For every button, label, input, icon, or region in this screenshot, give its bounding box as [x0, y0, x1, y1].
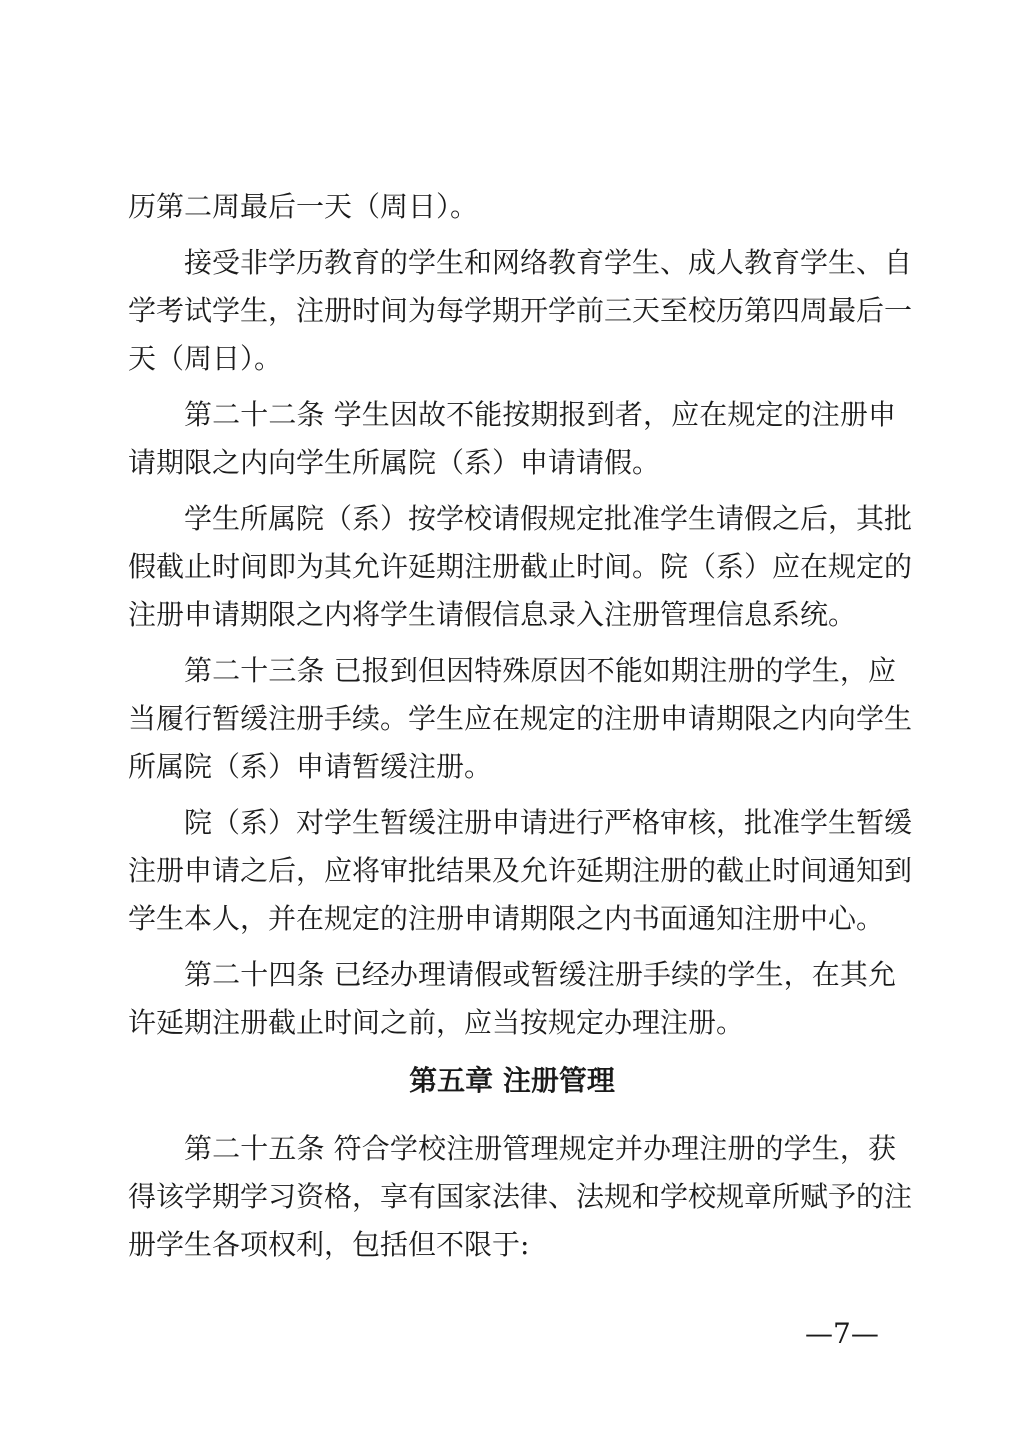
- paragraph-deferral-review: [128, 799, 913, 943]
- text-line: 得该学期学习资格，享有国家法律、法规和学校规章所赋予的注: [128, 1180, 913, 1213]
- text-line: 许延期注册截止时间之前，应当按规定办理注册。: [128, 1006, 745, 1039]
- paragraph-continuation: [128, 183, 896, 231]
- document-body: [128, 183, 913, 1277]
- chapter-heading: 第五章 注册管理: [409, 1064, 615, 1097]
- page-number: —7—: [805, 1317, 879, 1350]
- text-line: 所属院（系）申请暂缓注册。: [128, 750, 493, 783]
- paragraph-leave-approval: [128, 495, 913, 639]
- text-line: 历第二周最后一天（周日）。: [128, 190, 479, 223]
- text-line: 接受非学历教育的学生和网络教育学生、成人教育学生、自: [184, 246, 913, 279]
- text-line: 册学生各项权利，包括但不限于:: [128, 1228, 530, 1261]
- paragraph-article-25: [128, 1125, 913, 1269]
- text-line: 院（系）对学生暂缓注册申请进行严格审核，批准学生暂缓: [184, 806, 913, 839]
- text-line: 注册申请之后，应将审批结果及允许延期注册的截止时间通知到: [128, 854, 913, 887]
- paragraph-article-24: [128, 951, 896, 1047]
- text-line: 请期限之内向学生所属院（系）申请请假。: [128, 446, 661, 479]
- text-line: 第二十三条 已报到但因特殊原因不能如期注册的学生，应: [184, 654, 896, 687]
- text-line: 学考试学生，注册时间为每学期开学前三天至校历第四周最后一: [128, 294, 913, 327]
- text-line: 天（周日）。: [128, 342, 283, 375]
- text-line: 学生本人，并在规定的注册申请期限之内书面通知注册中心。: [128, 902, 885, 935]
- text-line: 假截止时间即为其允许延期注册截止时间。院（系）应在规定的: [128, 550, 913, 583]
- paragraph-article-23: [128, 647, 913, 791]
- text-line: 第二十五条 符合学校注册管理规定并办理注册的学生，获: [184, 1132, 896, 1165]
- paragraph-article-22: [128, 391, 896, 487]
- text-line: 第二十二条 学生因故不能按期报到者，应在规定的注册申: [184, 398, 896, 431]
- text-line: 注册申请期限之内将学生请假信息录入注册管理信息系统。: [128, 598, 857, 631]
- text-line: 第二十四条 已经办理请假或暂缓注册手续的学生，在其允: [184, 958, 896, 991]
- text-line: 学生所属院（系）按学校请假规定批准学生请假之后，其批: [184, 502, 913, 535]
- paragraph-non-degree-registration: [128, 239, 913, 383]
- text-line: 当履行暂缓注册手续。学生应在规定的注册申请期限之内向学生: [128, 702, 913, 735]
